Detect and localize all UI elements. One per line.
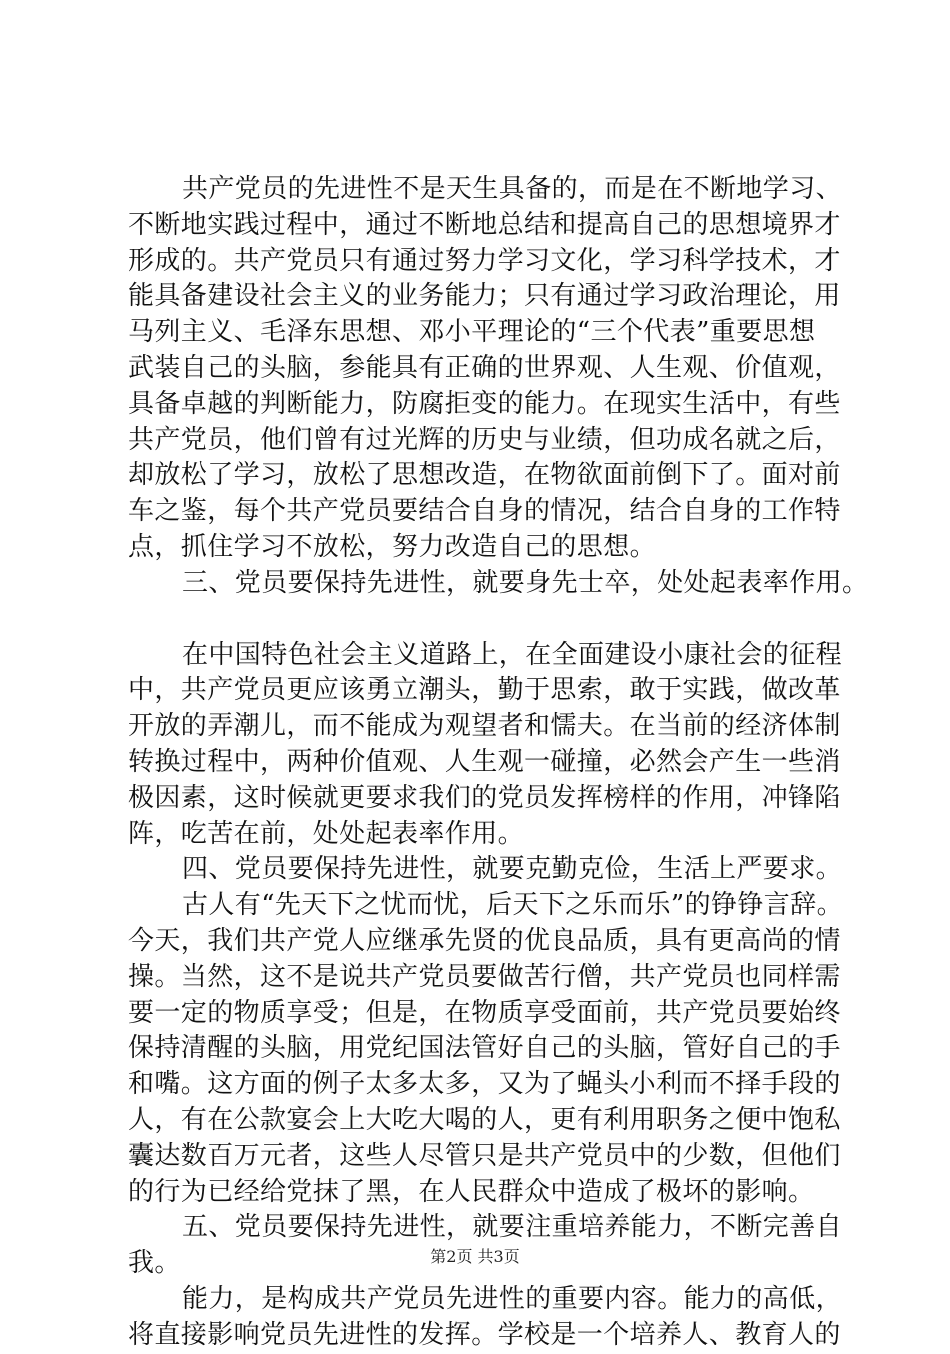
text-line: 极因素，这时候就更要求我们的党员发挥榜样的作用，冲锋陷 [128,782,841,813]
text-line: 在中国特色社会主义道路上，在全面建设小康社会的征程 [182,639,843,670]
text-line: 点，抓住学习不放松，努力改造自己的思想。 [128,531,657,562]
text-line: 共产党员的先进性不是天生具备的，而是在不断地学习、 [182,174,843,204]
text-line: 转换过程中，两种价值观、人生观一碰撞，必然会产生一些消 [128,746,841,777]
section-heading-5: 五、党员要保持先进性，就要注重培养能力，不断完善自 [182,1212,843,1243]
text-line: 的行为已经给党抹了黑，在人民群众中造成了极坏的影响。 [128,1176,815,1207]
text-line: 共产党员，他们曾有过光辉的历史与业绩，但功成名就之后， [128,424,841,455]
text-line: 能力，是构成共产党员先进性的重要内容。能力的高低， [182,1283,843,1314]
text-line: 囊达数百万元者，这些人尽管只是共产党员中的少数，但他们 [128,1140,841,1171]
text-line: 武装自己的头脑，参能具有正确的世界观、人生观、价值观， [128,352,841,383]
section-heading-3: 三、党员要保持先进性，就要身先士卒，处处起表率作用。 [182,567,869,598]
text-line: 马列主义、毛泽东思想、邓小平理论的“三个代表”重要思想 [128,317,816,348]
text-line: 操。当然，这不是说共产党员要做苦行僧，共产党员也同样需 [128,961,841,992]
page-number-footer: 第2页 共3页 [430,1247,520,1266]
text-line: 能具备建设社会主义的业务能力；只有通过学习政治理论，用 [128,281,841,312]
text-line: 却放松了学习，放松了思想改造，在物欲面前倒下了。面对前 [128,460,841,491]
text-line: 开放的弄潮儿，而不能成为观望者和懦夫。在当前的经济体制 [128,711,841,742]
text-line: 今天，我们共产党人应继承先贤的优良品质，具有更高尚的情 [128,925,841,956]
text-line: 形成的。共产党员只有通过努力学习文化，学习科学技术，才 [128,245,841,276]
text-line: 古人有“先天下之忧而忧，后天下之乐而乐”的铮铮言辞。 [182,890,843,921]
document-body [128,172,869,1354]
text-line: 具备卓越的判断能力，防腐拒变的能力。在现实生活中，有些 [128,388,841,419]
text-line: 将直接影响党员先进性的发挥。学校是一个培养人、教育人的 [128,1319,841,1350]
text-line: 和嘴。这方面的例子太多太多，又为了蝇头小利而不择手段的 [128,1069,841,1100]
section-heading-4: 四、党员要保持先进性，就要克勤克俭，生活上严要求。 [182,854,843,885]
text-line: 中，共产党员更应该勇立潮头，勤于思索，敢于实践，做改革 [128,675,841,706]
text-line: 人，有在公款宴会上大吃大喝的人，更有利用职务之便中饱私 [128,1104,841,1135]
text-line: 阵，吃苦在前，处处起表率作用。 [128,818,525,849]
text-line: 车之鉴，每个共产党员要结合自身的情况，结合自身的工作特 [128,496,841,527]
text-line: 保持清醒的头脑，用党纪国法管好自己的头脑，管好自己的手 [128,1033,841,1064]
text-line: 要一定的物质享受；但是，在物质享受面前，共产党员要始终 [128,997,841,1028]
text-line: 我。 [128,1248,181,1279]
text-line: 不断地实践过程中，通过不断地总结和提高自己的思想境界才 [128,209,841,240]
paragraph-gap [128,602,840,638]
